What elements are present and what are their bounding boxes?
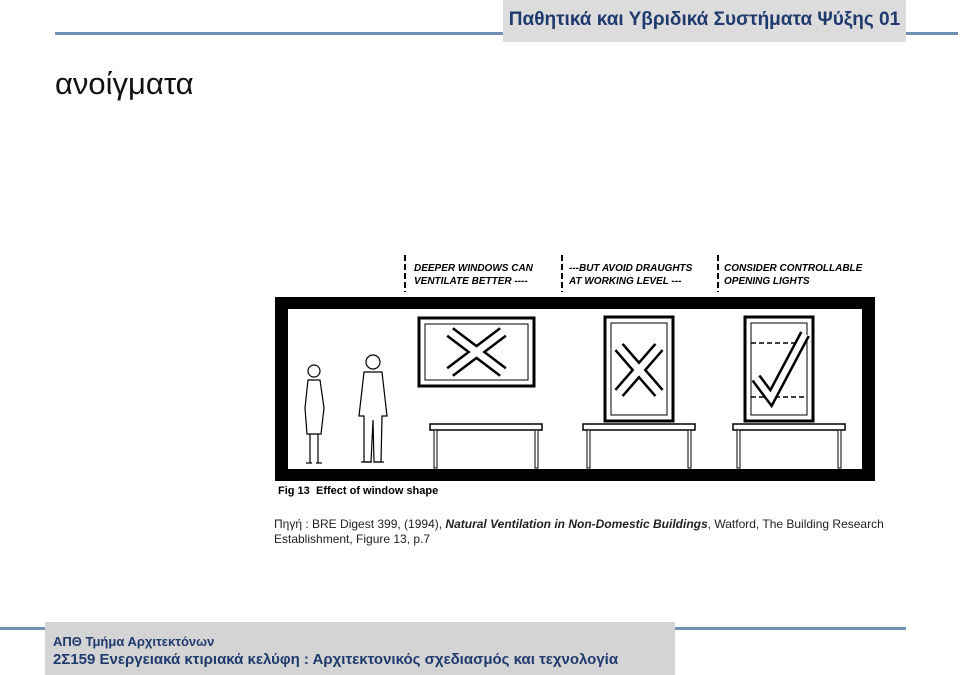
desk-1 [430,424,542,468]
window-tall-bad [605,317,673,421]
window-shape-figure [272,250,887,500]
annotation-2-line2: AT WORKING LEVEL --- [569,276,682,287]
source-title: Natural Ventilation in Non-Domestic Buildings [445,517,708,531]
slide-title: ανοίγματα [55,66,194,101]
footer-department: ΑΠΘ Τμήμα Αρχιτεκτόνων [53,634,215,649]
window-controllable-good [745,317,813,421]
annotation-3-line1: CONSIDER CONTROLLABLE [724,263,863,274]
person-woman [305,365,324,463]
desk-2 [583,424,695,468]
footer-course-title: 2Σ159 Ενεργειακά κτιριακά κελύφη : Αρχιτεκτονικός σχεδιασμός και τεχνολογία [53,651,619,668]
source-suffix: , Watford, The Building Research Establishment, Figure 13, p.7 [274,517,884,546]
header-title: Παθητικά και Υβριδικά Συστήματα Ψύξης 01 [508,9,901,30]
figure-caption-label: Fig 13 [278,485,310,497]
annotation-1-line2: VENTILATE BETTER ---- [414,276,528,287]
annotation-2-line1: ---BUT AVOID DRAUGHTS [569,263,693,274]
annotation-1-line1: DEEPER WINDOWS CAN [414,263,533,274]
source-citation [274,517,894,547]
figure-caption-text: Effect of window shape [316,485,439,497]
window-wide-bad [419,318,534,386]
annotation-3-line2: OPENING LIGHTS [724,276,810,287]
source-prefix: Πηγή : BRE Digest 399, (1994), [274,517,446,531]
desk-3 [733,424,845,468]
person-man [359,355,387,462]
